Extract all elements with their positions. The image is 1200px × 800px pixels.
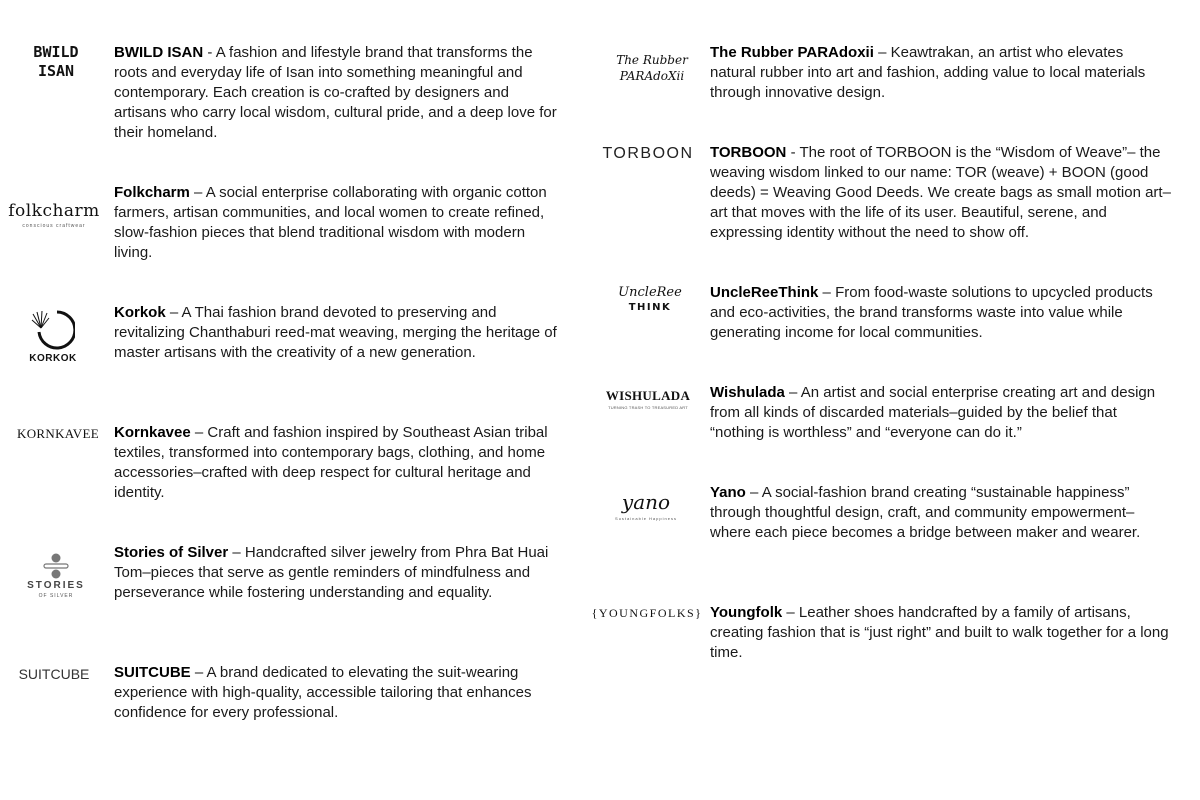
- brand-name: Korkok: [114, 304, 166, 321]
- youngfolks-logo: {YOUNGFOLKS}: [591, 606, 703, 620]
- uncleree-think-logo: UncleRee THINK: [618, 285, 682, 313]
- brand-entry-the-rubber-paradoxii: The Rubber PARAdoxii – Keawtrakan, an artist who elevates natural rubber into art and fashion, adding value to local materials through innovative design.: [710, 44, 1146, 101]
- stories-dots-icon: [42, 553, 70, 579]
- brand-description: A social-fashion brand creating “sustainable happiness” through thoughtful design, craft, and community empowerment–where each piece becomes a bridge between maker and wearer.: [710, 484, 1141, 541]
- brand-name: Yano: [710, 484, 746, 501]
- brand-description: Keawtrakan, an artist who elevates natural rubber into art and fashion, adding value to local materials through innovative design.: [710, 44, 1146, 101]
- brand-name: Folkcharm: [114, 184, 190, 201]
- brand-description: From food-waste solutions to upcycled products and eco-activities, the brand transforms waste into value while generating income for local communities.: [710, 284, 1153, 341]
- brand-name: Wishulada: [710, 384, 785, 401]
- stories-of-silver-logo: STORIES OF SILVER: [18, 548, 94, 604]
- brand-description: A social enterprise collaborating with organic cotton farmers, artisan communities, and local women to create refined, slow-fashion pieces that blend traditional wisdom with modern living.: [114, 184, 547, 261]
- brand-description: The root of TORBOON is the “Wisdom of Weave”– the weaving wisdom linked to our name: TOR (weave) + BOON (good deeds) = Weaving Good Deeds. We create bags as small motion art–art that moves with the life of its user. Beautiful, serene, and expressing identity without the need to show off.: [710, 144, 1171, 241]
- brand-entry-folkcharm: Folkcharm – A social enterprise collaborating with organic cotton farmers, artisan communities, and local women to create refined, slow-fashion pieces that blend traditional wisdom with modern living.: [114, 184, 547, 261]
- brand-entry-suitcube: SUITCUBE – A brand dedicated to elevating the suit-wearing experience with high-quality, accessible tailoring that enhances confidence for every professional.: [114, 664, 532, 721]
- brand-entry-yano: Yano – A social-fashion brand creating “sustainable happiness” through thoughtful design, craft, and community empowerment–where each piece becomes a bridge between maker and wearer.: [710, 484, 1141, 541]
- brand-entry-bwild-isan: BWILD ISAN - A fashion and lifestyle brand that transforms the roots and everyday life of Isan into something meaningful and contemporary. Each creation is co-crafted by designers and artisans who carry local wisdom, cultural pride, and a deep love for their homeland.: [114, 44, 557, 141]
- wishulada-logo: WISHULADA TURNING TRASH TO TREASURED ART: [605, 387, 691, 410]
- brand-entry-youngfolk: Youngfolk – Leather shoes handcrafted by a family of artisans, creating fashion that is “just right” and built to walk together for a long time.: [710, 604, 1169, 661]
- brand-description: Handcrafted silver jewelry from Phra Bat Huai Tom–pieces that serve as gentle reminders of mindfulness and perseverance while fostering understanding and equality.: [114, 544, 549, 601]
- brand-entry-wishulada: Wishulada – An artist and social enterprise creating art and design from all kinds of discarded materials–guided by the belief that “nothing is worthless” and “everyone can do it.”: [710, 384, 1156, 441]
- kornkavee-logo: KORNKAVEE: [17, 425, 99, 441]
- brand-description: An artist and social enterprise creating art and design from all kinds of discarded materials–guided by the belief that “nothing is worthless” and “everyone can do it.”: [710, 384, 1156, 441]
- brand-name: TORBOON: [710, 144, 787, 161]
- brand-name: BWILD ISAN: [114, 44, 204, 61]
- yano-logo: yano Sustainable Happiness: [615, 489, 677, 521]
- brand-name: Kornkavee: [114, 424, 191, 441]
- brand-name: UncleReeThink: [710, 284, 819, 301]
- brand-entry-uncleree-think: UncleReeThink – From food-waste solutions to upcycled products and eco-activities, the brand transforms waste into value while generating income for local communities.: [710, 284, 1153, 341]
- brand-entry-torboon: TORBOON - The root of TORBOON is the “Wisdom of Weave”– the weaving wisdom linked to our name: TOR (weave) + BOON (good deeds) = Weaving Good Deeds. We create bags as small motion art–art that moves with the life of its user. Beautiful, serene, and expressing identity without the need to show off.: [710, 144, 1171, 241]
- brand-description: Leather shoes handcrafted by a family of artisans, creating fashion that is “just right” and built to walk together for a long time.: [710, 604, 1169, 661]
- brand-name: Youngfolk: [710, 604, 783, 621]
- brand-name: The Rubber PARAdoxii: [710, 44, 874, 61]
- brand-description: A Thai fashion brand devoted to preserving and revitalizing Chanthaburi reed-mat weaving, merging the heritage of master artisans with the creativity of a new generation.: [114, 304, 557, 361]
- brand-description: Craft and fashion inspired by Southeast Asian tribal textiles, transformed into contemporary bags, clothing, and home accessories–crafted with deep respect for cultural heritage and identity.: [114, 424, 548, 501]
- torboon-logo: TORBOON: [602, 145, 694, 162]
- brand-entry-korkok: Korkok – A Thai fashion brand devoted to preserving and revitalizing Chanthaburi reed-mat weaving, merging the heritage of master artisans with the creativity of a new generation.: [114, 304, 557, 361]
- suitcube-logo: SUITCUBE: [18, 666, 90, 682]
- brand-name: Stories of Silver: [114, 544, 229, 561]
- folkcharm-logo: folkcharm conscious craftwear: [8, 200, 100, 229]
- korkok-circle-icon: [31, 308, 75, 352]
- the-rubber-paradoxii-logo: The Rubber PARAdoXii: [616, 53, 688, 83]
- brand-entry-stories-of-silver: Stories of Silver – Handcrafted silver jewelry from Phra Bat Huai Tom–pieces that serve as gentle reminders of mindfulness and perseverance while fostering understanding and equality.: [114, 544, 549, 601]
- brand-name: SUITCUBE: [114, 664, 191, 681]
- brand-description: A brand dedicated to elevating the suit-wearing experience with high-quality, accessible tailoring that enhances confidence for every professional.: [114, 664, 532, 721]
- bwild-isan-logo: BWILD ISAN: [33, 43, 79, 80]
- korkok-logo: KORKOK: [18, 304, 88, 368]
- brand-entry-kornkavee: Kornkavee – Craft and fashion inspired by Southeast Asian tribal textiles, transformed into contemporary bags, clothing, and home accessories–crafted with deep respect for cultural heritage and identity.: [114, 424, 548, 501]
- brand-description: A fashion and lifestyle brand that transforms the roots and everyday life of Isan into something meaningful and contemporary. Each creation is co-crafted by designers and artisans who carry local wisdom, cultural pride, and a deep love for their homeland.: [114, 44, 557, 141]
